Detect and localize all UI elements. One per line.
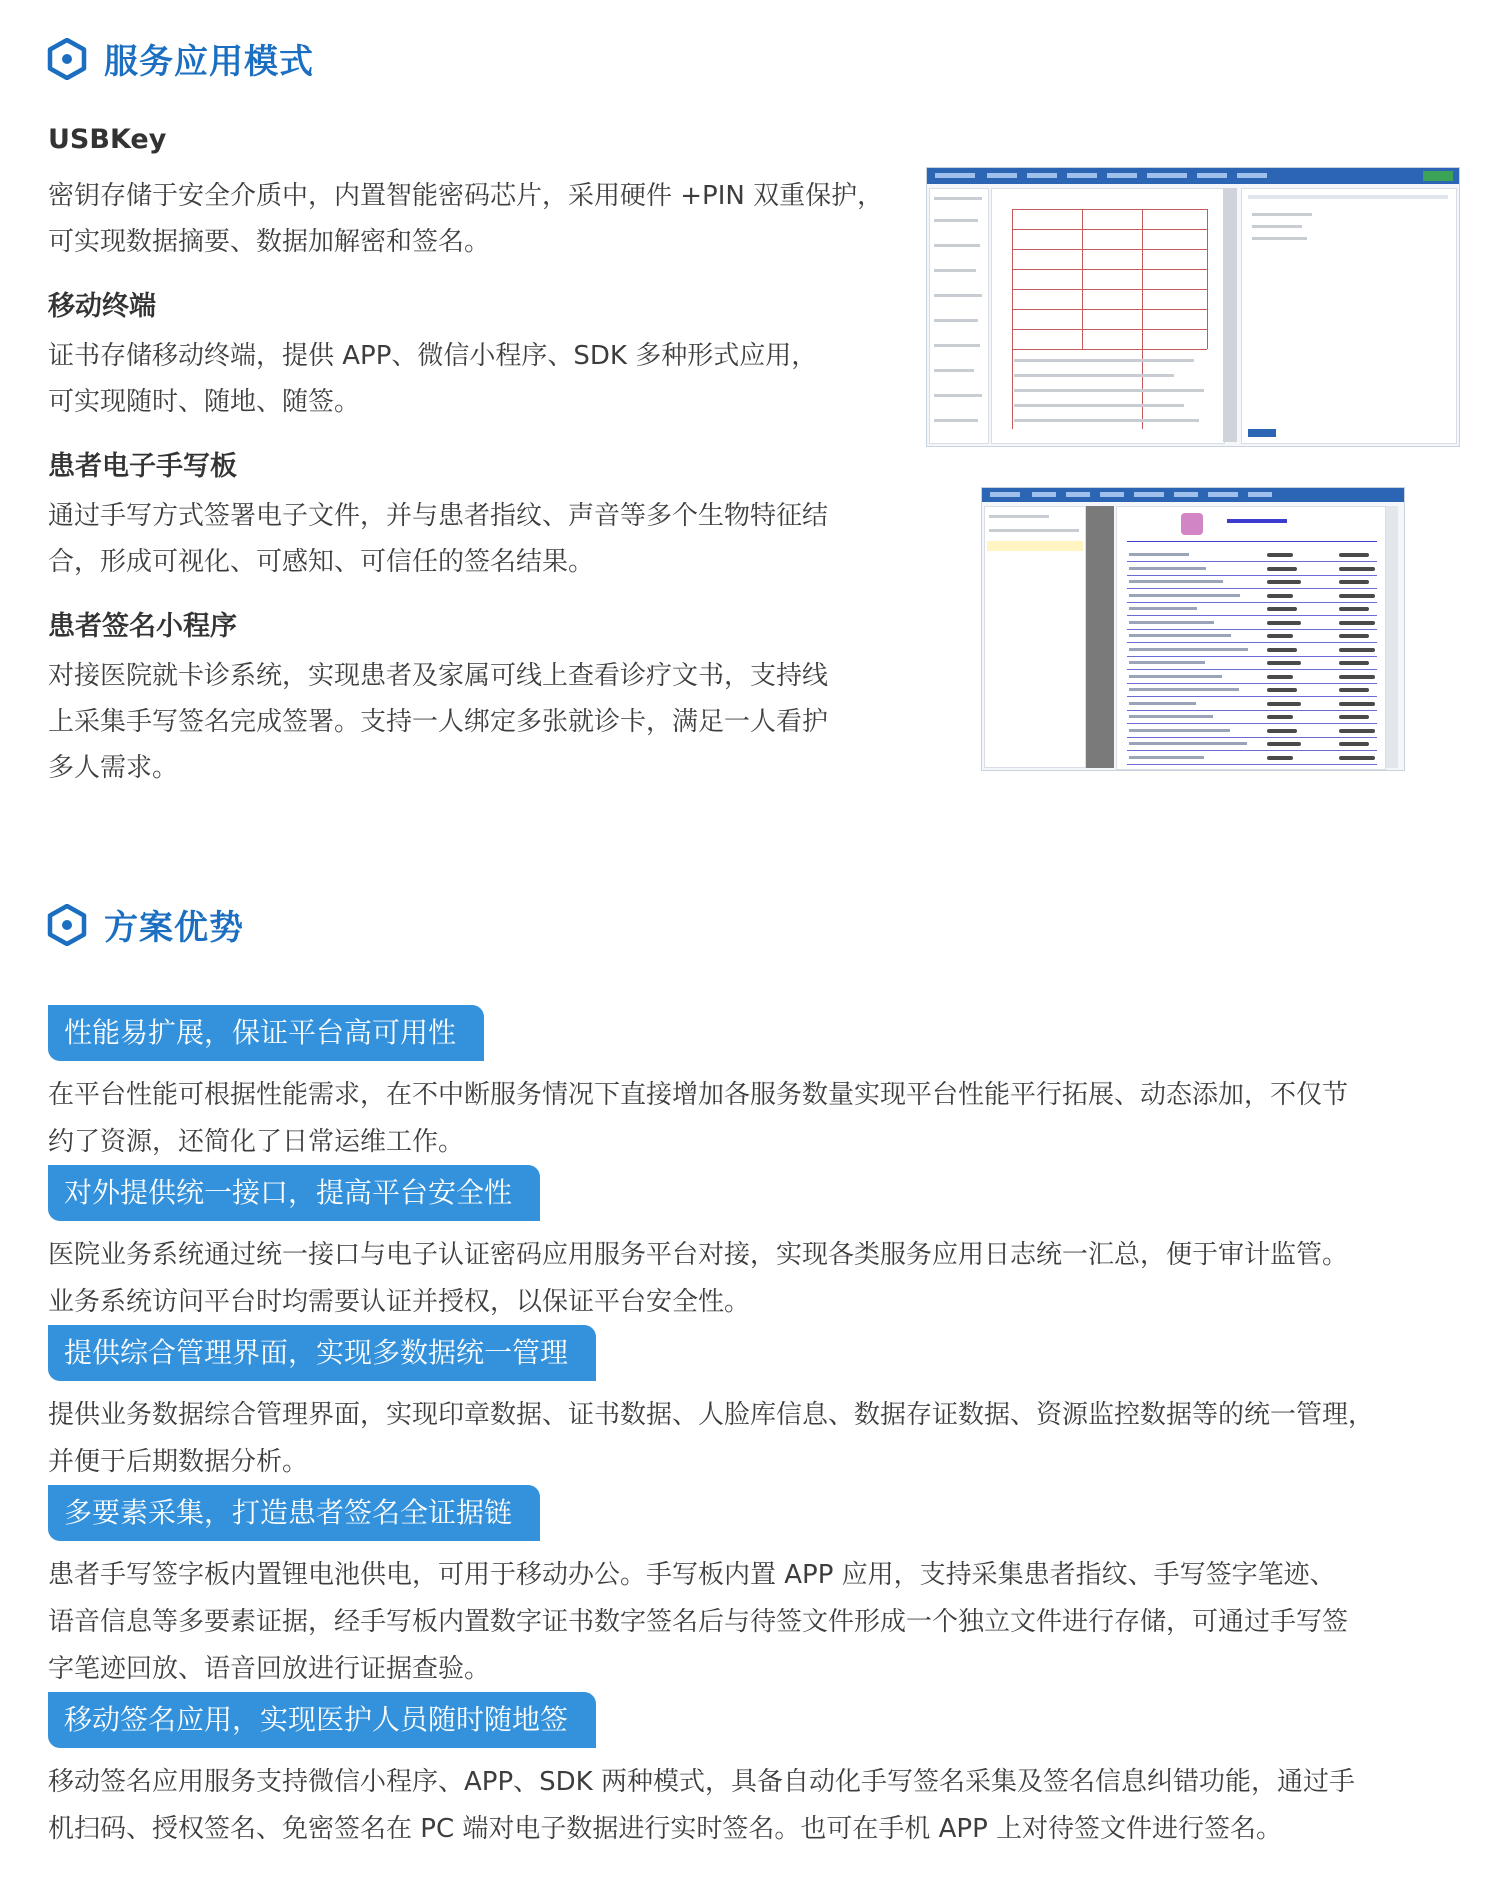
record-row bbox=[1127, 752, 1377, 765]
emr-form-screenshot bbox=[926, 167, 1460, 447]
advantage-text-unified-interface: 医院业务系统通过统一接口与电子认证密码应用服务平台对接，实现各类服务应用日志统一汇总，便于审计监管。 业务系统访问平台时均需要认证并授权，以保证平台安全性。 bbox=[48, 1240, 1349, 1317]
record-row bbox=[1127, 725, 1377, 738]
section-header-advantages bbox=[46, 900, 244, 949]
record-row bbox=[1127, 630, 1377, 643]
subheading-mobile-terminal: 移动终端 bbox=[48, 291, 156, 322]
advantage-tag-mobile-signing: 移动签名应用，实现医护人员随时随地签 bbox=[48, 1692, 596, 1748]
hexagon-icon bbox=[46, 38, 88, 80]
advantage-text-scalability: 在平台性能可根据性能需求，在不中断服务情况下直接增加各服务数量实现平台性能平行拓展、动态添加，不仅节 约了资源，还简化了日常运维工作。 bbox=[48, 1080, 1349, 1157]
signed-record-screenshot bbox=[981, 487, 1405, 771]
record-row bbox=[1127, 738, 1377, 751]
section-title: 方案优势 bbox=[104, 908, 244, 948]
record-row bbox=[1127, 549, 1377, 562]
record-row bbox=[1127, 644, 1377, 657]
advantage-tag-unified-interface: 对外提供统一接口，提高平台安全性 bbox=[48, 1165, 540, 1221]
subheading-mini-program: 患者签名小程序 bbox=[48, 611, 237, 642]
advantage-tag-scalability: 性能易扩展，保证平台高可用性 bbox=[48, 1005, 484, 1061]
advantage-tag-multi-factor: 多要素采集，打造患者签名全证据链 bbox=[48, 1485, 540, 1541]
record-row bbox=[1127, 684, 1377, 697]
section-header-service-modes bbox=[46, 34, 314, 83]
paragraph-usbkey: 密钥存储于安全介质中，内置智能密码芯片，采用硬件 +PIN 双重保护， 可实现数据摘要、数据加解密和签名。 bbox=[48, 181, 884, 257]
advantage-text-management-ui: 提供业务数据综合管理界面，实现印章数据、证书数据、人脸库信息、数据存证数据、资源监控数据等的统一管理， 并便于后期数据分析。 bbox=[48, 1400, 1375, 1477]
section-title: 服务应用模式 bbox=[104, 42, 314, 82]
advantage-tag-management-ui: 提供综合管理界面，实现多数据统一管理 bbox=[48, 1325, 596, 1381]
record-row bbox=[1127, 698, 1377, 711]
record-row bbox=[1127, 711, 1377, 724]
advantage-text-multi-factor: 患者手写签字板内置锂电池供电，可用于移动办公。手写板内置 APP 应用，支持采集患者指纹、手写签字笔迹、 语音信息等多要素证据，经手写板内置数字证书数字签名后与待签文件形成一个独立文件进行存储，可通过手写签 字笔迹回放、语音回放进行证据查验。 bbox=[48, 1560, 1349, 1684]
paragraph-mobile-terminal: 证书存储移动终端，提供 APP、微信小程序、SDK 多种形式应用， 可实现随时、随地、随签。 bbox=[48, 341, 818, 417]
record-row bbox=[1127, 603, 1377, 616]
record-row bbox=[1127, 563, 1377, 576]
record-row bbox=[1127, 617, 1377, 630]
record-row bbox=[1127, 671, 1377, 684]
record-row bbox=[1127, 576, 1377, 589]
paragraph-mini-program: 对接医院就卡诊系统，实现患者及家属可线上查看诊疗文书，支持线 上采集手写签名完成签署。支持一人绑定多张就诊卡，满足一人看护 多人需求。 bbox=[48, 661, 829, 783]
advantage-text-mobile-signing: 移动签名应用服务支持微信小程序、APP、SDK 两种模式，具备自动化手写签名采集及签名信息纠错功能，通过手 机扫码、授权签名、免密签名在 PC 端对电子数据进行实时签名。也可在手机 APP 上对待签文件进行签名。 bbox=[48, 1767, 1355, 1844]
record-row bbox=[1127, 590, 1377, 603]
hexagon-icon bbox=[46, 904, 88, 946]
subheading-usbkey: USBKey bbox=[48, 124, 167, 155]
record-row bbox=[1127, 657, 1377, 670]
paragraph-handwriting-pad: 通过手写方式签署电子文件，并与患者指纹、声音等多个生物特征结 合，形成可视化、可感知、可信任的签名结果。 bbox=[48, 501, 829, 577]
subheading-handwriting-pad: 患者电子手写板 bbox=[48, 451, 237, 482]
